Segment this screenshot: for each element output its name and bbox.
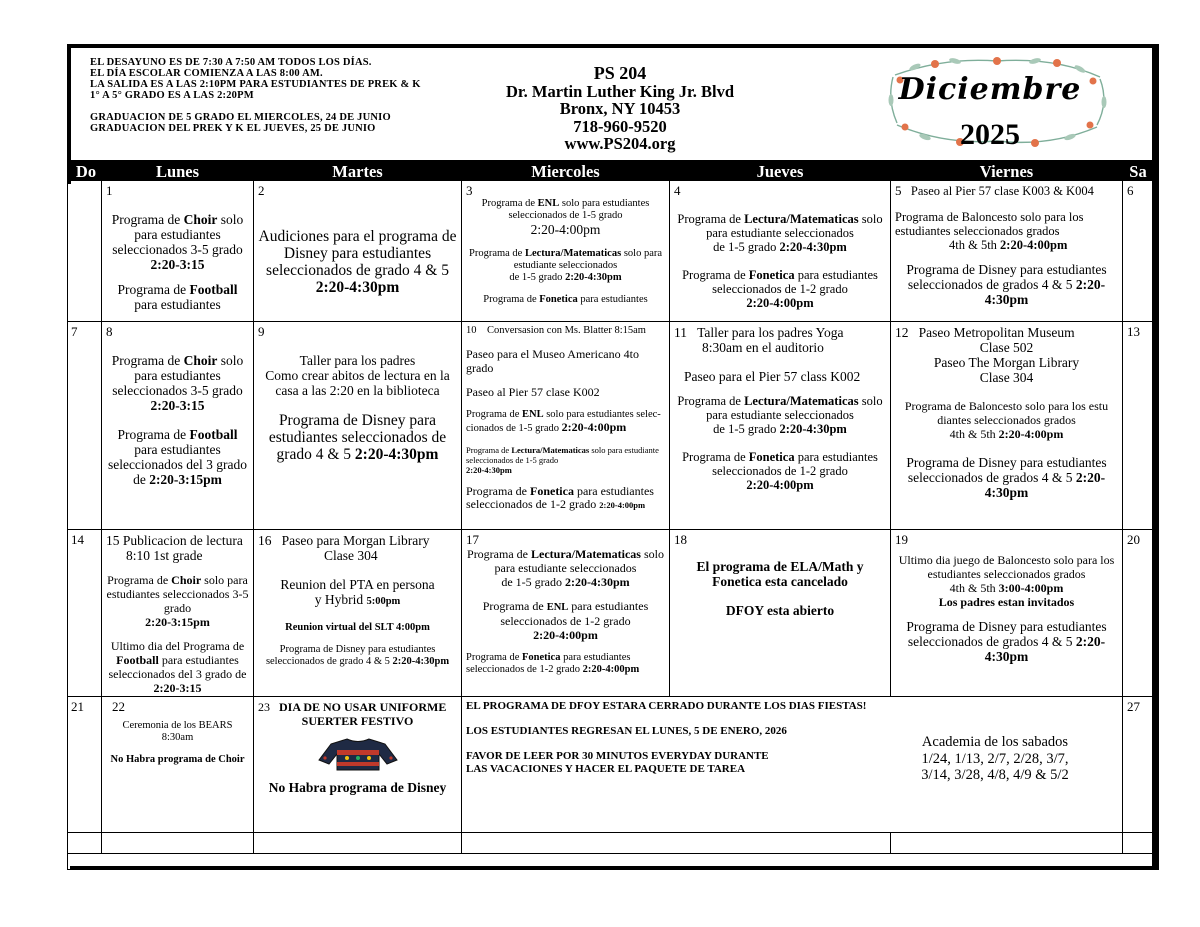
- text: 4th & 5th: [949, 581, 996, 595]
- day-cell-19[interactable]: [891, 530, 1122, 696]
- day-number: 8: [106, 324, 113, 339]
- day-number: 13: [1127, 324, 1140, 339]
- text: solo para estudiante seleccionados: [513, 248, 663, 271]
- text: DFOY esta abierto: [725, 603, 835, 618]
- notice-reading-1: FAVOR DE LEER POR 30 MINUTOS EVERYDAY DURANTE: [466, 750, 769, 762]
- text: Publicacion de lectura: [122, 533, 243, 548]
- notice-dfoy-closed: EL PROGRAMA DE DFOY ESTARA CERRADO DURANTE LOS DIAS FIESTAS!: [466, 700, 867, 712]
- text: Programa de: [466, 484, 527, 498]
- text: 2:20-4:30pm: [779, 422, 847, 436]
- text: Choir: [183, 212, 218, 227]
- day-number: 21: [71, 699, 84, 714]
- text: Programa de: [117, 427, 187, 442]
- day-cell-11[interactable]: [670, 322, 890, 529]
- day-cell-20[interactable]: [1123, 530, 1153, 696]
- day-cell-18[interactable]: [670, 530, 890, 696]
- day-number: 17: [466, 532, 479, 547]
- text: Programa de: [482, 599, 544, 613]
- day-number: 3: [466, 183, 473, 198]
- school-info: [500, 65, 740, 153]
- text: 2:20-4:30pm: [564, 575, 630, 589]
- text: solo para estudiantes seleccionados 3-5 grado: [112, 212, 244, 257]
- text: Programa de: [466, 652, 520, 663]
- text: 2:20-4:00pm: [746, 478, 814, 492]
- text: solo para estudiantes seleccionados 3-5 grado: [106, 573, 249, 615]
- text: Audiciones para el programa de Disney para estudiantes seleccionados de grado 4 & 5: [258, 228, 457, 279]
- text: Paseo para el Museo Americano 4to grado: [466, 347, 639, 375]
- text: 2:20-4:30pm: [354, 446, 439, 463]
- text: ENL: [546, 602, 569, 613]
- text: de 1-5 grado: [509, 272, 563, 283]
- day-number: 19: [895, 532, 908, 547]
- text: 2:20-4:30pm: [984, 634, 1106, 664]
- text: para estudiantes seleccionados del 3 grado de: [107, 442, 248, 487]
- text: El programa de ELA/Math y Fonetica esta cancelado: [696, 559, 864, 589]
- text: 2:20-4:30pm: [565, 272, 622, 283]
- text: Paseo The Morgan Library: [933, 355, 1080, 370]
- text: solo para estudiantes selec- cionados de 1-5 grado: [466, 409, 661, 434]
- text: Fonetica: [539, 294, 578, 305]
- frame-right-shadow: [1153, 47, 1159, 870]
- text: Programa de: [466, 409, 520, 420]
- text: solo para estudiantes seleccionados de 1-5 grado: [508, 198, 650, 221]
- school-name: PS 204: [593, 63, 647, 83]
- text: para estudiantes seleccionados del 3 grado de: [108, 653, 247, 681]
- text: Programa de: [677, 212, 741, 226]
- day-cell-27[interactable]: [1123, 697, 1153, 832]
- grid-line: [67, 832, 1153, 833]
- grid-line: [67, 853, 1153, 854]
- text: Lectura/Matematicas: [511, 445, 590, 455]
- text: de 1-5 grado: [501, 575, 562, 589]
- text: para estudiantes seleccionados de 1-2 grado: [466, 652, 631, 675]
- school-address-street: Dr. Martin Luther King Jr. Blvd: [505, 81, 735, 101]
- day-cell-4[interactable]: [670, 181, 890, 321]
- day-number: 6: [1127, 183, 1134, 198]
- text: Football: [189, 427, 238, 442]
- day-cell-3[interactable]: [462, 181, 669, 321]
- text: 2:20-4:00pm: [561, 420, 627, 434]
- ugly-sweater-icon: [317, 736, 399, 772]
- text: Paseo para el Pier 57 class K002: [684, 369, 861, 384]
- text: 2:20-3:15: [153, 681, 202, 695]
- text: Programa de: [111, 212, 181, 227]
- day-number: 11: [674, 325, 687, 340]
- text: Football: [189, 282, 238, 297]
- text: 8:30am: [161, 732, 194, 743]
- text: 5:00pm: [366, 596, 401, 607]
- text: Programa de Disney para estudiantes seleccionados de grados 4 & 5: [906, 262, 1107, 292]
- text: Paseo al Pier 57 clase K002: [466, 385, 600, 399]
- text: 2:20-4:00pm: [746, 296, 814, 310]
- text: 2:20-3:15: [150, 257, 205, 272]
- school-website[interactable]: www.PS204.org: [564, 134, 676, 153]
- text: 2:20-4:30pm: [392, 656, 450, 667]
- text: Programa de: [107, 573, 169, 587]
- text: Los padres estan invitados: [938, 595, 1075, 609]
- text: solo para estudiante seleccionados: [706, 212, 883, 240]
- text: Lectura/Matematicas: [744, 212, 859, 226]
- text: Programa de Disney para estudiantes seleccionados de grados 4 & 5: [906, 619, 1107, 649]
- day-number: 22: [112, 699, 125, 714]
- text: Fonetica: [748, 268, 795, 282]
- text: 2:20-4:30pm: [984, 277, 1106, 307]
- day-number: 18: [674, 532, 687, 547]
- frame-bottom-shadow: [70, 866, 1159, 869]
- weekday-fri: Viernes: [979, 162, 1034, 180]
- text: Programa de: [682, 268, 746, 282]
- text: Como crear abitos de lectura en la casa a las 2:20 en la biblioteca: [265, 368, 450, 398]
- text: 2:20-4:30pm: [466, 465, 512, 475]
- text: 2:20-4:00pm: [582, 664, 640, 675]
- day-cell-14[interactable]: [67, 530, 101, 696]
- text: Clase 304: [324, 548, 378, 563]
- day-number: 16: [258, 533, 272, 548]
- text: Choir: [183, 353, 218, 368]
- text: Programa de: [111, 353, 181, 368]
- day-cell-5[interactable]: [891, 181, 1122, 321]
- text: Fonetica: [521, 652, 561, 663]
- text: No Habra programa de Disney: [268, 780, 447, 795]
- text: Taller para los padres Yoga: [697, 325, 844, 340]
- academy-dates-1: 1/24, 1/13, 2/7, 2/28, 3/7,: [921, 750, 1069, 767]
- day-cell-6[interactable]: [1123, 181, 1153, 321]
- text: 3:00-4:00pm: [998, 581, 1064, 595]
- day-number: 2: [258, 183, 265, 198]
- text: 2:20-3:15pm: [145, 615, 210, 629]
- day-number: 14: [71, 532, 84, 547]
- text: de 1-5 grado: [713, 422, 777, 436]
- text: Programa de: [467, 547, 528, 561]
- day-cell-9[interactable]: [254, 322, 461, 529]
- day-number: 4: [674, 183, 681, 198]
- notice-reading-2: LAS VACACIONES Y HACER EL PAQUETE DE TAREA: [466, 763, 746, 775]
- weekday-sat: Sa: [1129, 162, 1147, 180]
- day-cell-22[interactable]: [102, 697, 253, 832]
- text: solo para estudiante seleccionados de 1-5 grado: [466, 445, 659, 465]
- text: Clase 502: [979, 340, 1034, 355]
- day-number: 1: [106, 183, 113, 198]
- text: No Habra programa de Choir: [110, 754, 245, 765]
- day-number: 12: [895, 325, 909, 340]
- text: 2:20-4:00pm: [599, 500, 646, 510]
- saturday-academy: [905, 734, 1085, 784]
- text: de 1-5 grado: [713, 240, 777, 254]
- academy-dates-2: 3/14, 3/28, 4/8, 4/9 & 5/2: [921, 767, 1069, 783]
- frame-top-border: [67, 44, 1159, 48]
- text: Programa de: [682, 450, 746, 464]
- day-number: 9: [258, 324, 265, 339]
- note-graduation-prek: GRADUACION DEL PREK Y K EL JUEVES, 25 DE JUNIO: [90, 123, 376, 134]
- note-breakfast: EL DESAYUNO ES DE 7:30 A 7:50 AM TODOS LOS DÍAS.: [90, 57, 372, 68]
- day-number: 23: [258, 700, 270, 714]
- text: Lectura/Matematicas: [531, 547, 641, 561]
- text: 2:20-4:00pm: [530, 222, 601, 237]
- text: ENL: [537, 198, 560, 209]
- notice-return-date: LOS ESTUDIANTES REGRESAN EL LUNES, 5 DE ENERO, 2026: [466, 725, 787, 737]
- text: Football: [116, 653, 159, 667]
- text: y Hybrid: [314, 592, 364, 607]
- weekday-thu: Jueves: [756, 162, 804, 180]
- school-address-city: Bronx, NY 10453: [559, 99, 681, 118]
- weekday-mon: Lunes: [155, 162, 200, 180]
- text: Reunion del PTA en persona: [280, 577, 435, 592]
- text: solo para estudiante seleccionados: [494, 547, 664, 575]
- day-cell-2[interactable]: [254, 181, 461, 321]
- weekday-wed: Miercoles: [531, 162, 600, 180]
- text: Ceremonia de los BEARS: [122, 720, 233, 731]
- weekday-sun: Do: [75, 162, 97, 180]
- text: Paseo para Morgan Library: [281, 533, 430, 548]
- text: Programa de Disney para estudiantes seleccionados de grado 4 & 5: [265, 644, 436, 667]
- day-number: 15: [106, 533, 120, 548]
- text: 4th & 5th: [949, 238, 997, 252]
- day-cell-21[interactable]: [67, 697, 101, 832]
- text: 2:20-3:15: [150, 398, 205, 413]
- text: ENL: [521, 409, 544, 420]
- day-number: 5: [895, 183, 902, 198]
- academy-title: Academia de los sabados: [921, 734, 1069, 750]
- text: 2:20-4:00pm: [998, 427, 1064, 441]
- text: 2:20-4:00pm: [1000, 238, 1068, 252]
- text: Programa de: [481, 198, 536, 209]
- text: Programa de Disney para estudiantes seleccionados de grado 4 & 5: [268, 412, 447, 463]
- note-school-start: EL DÍA ESCOLAR COMIENZA A LAS 8:00 AM.: [90, 68, 323, 79]
- day-cell-1[interactable]: [102, 181, 253, 321]
- text: para estudiantes seleccionados de 1-2 grado: [500, 599, 649, 628]
- day-cell-12[interactable]: [891, 322, 1122, 529]
- day-cell-23[interactable]: [254, 697, 461, 832]
- day-cell-13[interactable]: [1123, 322, 1153, 529]
- school-phone: 718-960-9520: [573, 116, 667, 136]
- text: para estudiantes seleccionados de 1-2 grado: [712, 450, 878, 478]
- text: Taller para los padres: [299, 353, 416, 368]
- text: Fonetica: [529, 484, 574, 498]
- text: Programa de: [466, 445, 510, 455]
- text: 4th & 5th: [949, 427, 996, 441]
- day-number: 20: [1127, 532, 1140, 547]
- note-dismissal-prek: LA SALIDA ES A LAS 2:10PM PARA ESTUDIANTES DE PREK & K: [90, 79, 421, 90]
- note-dismissal-grades: 1° A 5° GRADO ES A LAS 2:20PM: [90, 90, 254, 101]
- day-cell-15[interactable]: [102, 530, 253, 696]
- day-cell-10[interactable]: [462, 322, 669, 529]
- text: Paseo al Pier 57 clase K003 & K004: [910, 184, 1094, 198]
- text: para estudiantes seleccionados de 1-2 grado: [466, 484, 654, 511]
- text: DIA DE NO USAR UNIFORME: [279, 700, 447, 714]
- text: Programa de: [483, 294, 537, 305]
- day-number: 10: [466, 325, 477, 336]
- text: Programa de Baloncesto solo para los estudiantes seleccionados grados: [895, 210, 1084, 238]
- school-hours-notes: [90, 57, 421, 134]
- text: Programa de Disney para estudiantes seleccionados de grados 4 & 5: [906, 455, 1107, 485]
- text: Lectura/Matematicas: [744, 394, 859, 408]
- text: 2:20-4:30pm: [315, 279, 400, 296]
- day-cell-16[interactable]: [254, 530, 461, 696]
- text: SUERTER FESTIVO: [301, 714, 414, 728]
- text: solo para estudiantes seleccionados 3-5 grado: [112, 353, 244, 398]
- text: 2:20-4:30pm: [984, 470, 1106, 500]
- text: Programa de Baloncesto solo para los estu diantes seleccionados grados: [904, 399, 1109, 427]
- day-cell-8[interactable]: [102, 322, 253, 529]
- text: 8:10 1st grade: [126, 548, 203, 563]
- month-title: Diciembre: [898, 72, 1082, 107]
- day-cell-7[interactable]: [67, 322, 101, 529]
- text: Paseo Metropolitan Museum: [918, 325, 1075, 340]
- day-cell-17[interactable]: [462, 530, 669, 696]
- text: Programa de: [677, 394, 741, 408]
- grid-line: [890, 832, 891, 853]
- text: Programa de: [117, 282, 187, 297]
- text: 2:20-4:30pm: [779, 240, 847, 254]
- weekday-tue: Martes: [332, 162, 383, 180]
- text: 2:20-4:00pm: [533, 628, 598, 642]
- text: para estudiantes: [134, 297, 221, 312]
- text: Choir: [171, 573, 202, 587]
- text: 8:30am en el auditorio: [702, 340, 824, 355]
- text: Ultimo dia del Programa de: [110, 639, 245, 653]
- text: Lectura/Matematicas: [524, 248, 622, 259]
- text: Ultimo dia juego de Baloncesto solo para los estudiantes seleccionados grados: [898, 553, 1115, 581]
- text: para estudiantes seleccionados de 1-2 grado: [712, 268, 878, 296]
- text: Conversasion con Ms. Blatter 8:15am: [487, 325, 646, 336]
- text: 2:20-3:15pm: [149, 472, 222, 487]
- day-number: 27: [1127, 699, 1140, 714]
- text: Reunion virtual del SLT 4:00pm: [285, 622, 430, 633]
- note-graduation-5: GRADUACION DE 5 GRADO EL MIERCOLES, 24 DE JUNIO: [90, 112, 391, 123]
- text: solo para estudiante seleccionados: [706, 394, 883, 422]
- text: Fonetica: [748, 450, 795, 464]
- text: para estudiantes: [580, 294, 648, 305]
- text: Clase 304: [979, 370, 1034, 385]
- day-number: 7: [71, 324, 78, 339]
- month-year: 2025: [960, 118, 1020, 151]
- text: Programa de: [468, 248, 523, 259]
